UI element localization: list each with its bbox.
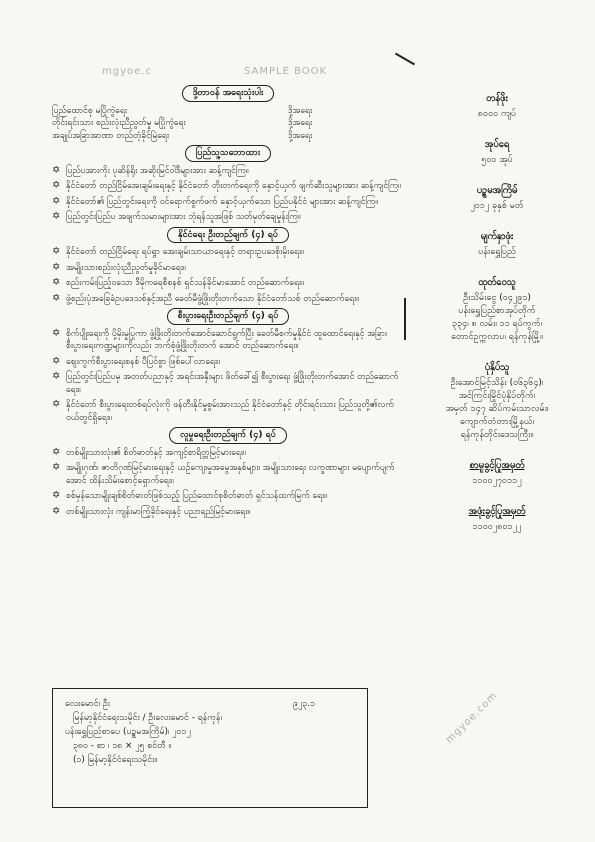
imprint-price xyxy=(408,92,586,121)
section-title-duties: ဒို့တာဝန် အရေးသုံးပါး xyxy=(182,85,275,102)
list-item xyxy=(52,165,404,178)
imprint-value: ရန်ကုန်တိုင်းဒေသကြီး။ xyxy=(460,430,534,440)
economic-list xyxy=(52,328,404,425)
imprint-label: ပဉ္စမအကြိမ် xyxy=(476,185,518,196)
catalog-subject: (၁) မြန်မာ့နိုင်ငံရေးသမိုင်း။ xyxy=(73,755,157,765)
imprint-value: ဦးအောင်မြင့်သိန်း (၀၆၃၆၄)၊ xyxy=(450,378,544,388)
star-bullet-icon: ✡ xyxy=(52,246,61,257)
list-item-text: နိုင်ငံတော် စီးပွားရေးတစ်ရပ်လုံးကို ဖန်တီးနိုင်မှုစွမ်းအားသည် နိုင်ငံတော်နှင့် တိုင်းရင်းသား ပြည်သူတို့၏လက်ဝယ်တွင်ရှိရေး။ xyxy=(66,400,394,423)
list-item-text: အမျိုးသားစည်းလုံးညီညွတ်မှုခိုင်မာရေး။ xyxy=(66,262,186,273)
imprint-value: ၅၀၀ အုပ် xyxy=(481,155,513,165)
list-item-text: ဖွဲ့စည်းပုံအခြေခံဥပဒေသစ်နှင့်အညီ ခေတ်မီဖွံ့ဖြိုးတိုးတက်သော နိုင်ငံတော်သစ် တည်ဆောက်ရေး။ xyxy=(66,293,359,304)
star-bullet-icon: ✡ xyxy=(52,180,61,191)
list-item xyxy=(52,356,404,369)
watermark-site-diagonal: mgyoe.com xyxy=(444,690,500,746)
imprint-label: တန်ဖိုး xyxy=(486,93,508,104)
catalog-publisher: ပန်းရွှေပြည်စာပေ (ပဉ္စမအကြိမ်)၊ ၂၀၁၂ xyxy=(65,727,191,737)
star-bullet-icon: ✡ xyxy=(52,490,61,501)
list-item-text: အမျိုးဂုဏ်၊ ဇာတိဂုဏ်မြင့်မားရေးနှင့် ယဉ်ကျေးမှုအမွေအနှစ်များ၊ အမျိုးသားရေး လက္ခဏာများ မပျောက်ပျက်အောင် ထိန်းသိမ်းစောင့်ရှောက်ရေး။ xyxy=(66,463,395,486)
cataloging-box xyxy=(52,688,368,808)
imprint-label: အဖုံးခွင့်ပြုအမှတ် xyxy=(468,506,526,517)
section-title-economic: စီးပွားရေးဦးတည်ချက် (၄) ရပ် xyxy=(167,308,290,325)
list-item xyxy=(52,180,404,193)
imprint-value: ၈၀၀၀ ကျပ် xyxy=(477,109,517,119)
people-list xyxy=(52,165,404,224)
list-item-text: ဈေးကွက်စီးပွားရေးစနစ် ပီပြင်စွာ ဖြစ်ပေါ်လာရေး။ xyxy=(66,356,220,367)
list-item-text: စိုက်ပျိုးရေးကို ပို့မိုးမှုပြုကာ ဖွံ့ဖြိုးတိုးတက်အောင်ဆောင်ရွက်ပြီး ခေတ်မီစက်မှုနိုင်ငံ ထူထောင်ရေးနှင့် အခြားစီးပွားရေးကဏ္ဍများကိုလည်း ဘက်စုံဖွံ့ဖြိုးတိုးတက် အောင် တည်ဆောက်ရေး။ xyxy=(66,328,388,351)
list-item-text: ပြည်ပအားကိုး ပုဆိန်ရိုး အဆိုးမြင်ဝါဒီများအား ဆန့်ကျင်ကြ။ xyxy=(66,165,249,176)
imprint-value: ပန်းရွှေပြည်စာအုပ်တိုက် xyxy=(458,306,536,316)
cause-slogan: ဒို့အရေး xyxy=(288,118,313,128)
list-item-text: နိုင်ငံတော် တည်ငြိမ်ရေး ရပ်ရွာ အေးချမ်းသာယာရေးနှင့် တရားဥပဒေစိုးမိုးရေး။ xyxy=(66,247,304,257)
cause-text: တိုင်းရင်းသား စည်းလုံးညီညွတ်မှု မပြိုကွဲရေး xyxy=(52,118,186,128)
imprint-copies xyxy=(408,138,586,167)
star-bullet-icon: ✡ xyxy=(52,446,61,458)
vertical-divider xyxy=(404,298,406,340)
star-bullet-icon: ✡ xyxy=(52,277,61,288)
list-item xyxy=(52,490,404,503)
star-bullet-icon: ✡ xyxy=(52,505,61,517)
star-bullet-icon: ✡ xyxy=(52,211,61,222)
section-title-political: နိုင်ငံရေး ဦးတည်ချက် (၄) ရပ် xyxy=(167,227,289,244)
star-bullet-icon: ✡ xyxy=(52,355,61,367)
imprint-printer xyxy=(408,361,586,442)
imprint-value: ၂၀၁၂ ခုနှစ် မတ် xyxy=(470,201,524,211)
imprint-value: ဦးသိမ်းငွေ (၀၄၂၉၁) xyxy=(463,293,531,303)
list-item xyxy=(52,196,404,209)
section-title-social: လူမှုရေးဦးတည်ချက် (၄) ရပ် xyxy=(169,427,287,444)
star-bullet-icon: ✡ xyxy=(52,164,61,176)
catalog-title: မြန်မာ့နိုင်ငံရေးသမိုင်း / ဦးလေးမောင် - ရန်ကုန်၊ xyxy=(73,713,222,723)
cause-row xyxy=(52,117,404,130)
list-item-text: စစ်မှန်သောမျိုးချစ်စိတ်ဓာတ်ဖြစ်သည့် ပြည်ထောင်စုစိတ်ဓာတ် ရှင်သန်ထက်မြက် ရေး။ xyxy=(66,491,327,501)
cause-row xyxy=(52,105,404,118)
list-item-text: တစ်မျိုးသားလုံး၏ စိတ်ဓာတ်နှင့် အကျင့်စာရိတ္တမြင့်မားရေး။ xyxy=(66,447,246,458)
star-bullet-icon: ✡ xyxy=(52,261,61,273)
cause-text: ပြည်ထောင်စု မပြိုကွဲရေး xyxy=(52,105,127,116)
pen-mark xyxy=(395,53,415,66)
cause-slogan: ဒို့အရေး xyxy=(288,130,313,141)
star-bullet-icon: ✡ xyxy=(52,371,61,382)
list-item-text: နိုင်ငံတော် တည်ငြိမ်အေးချမ်းရေးနှင့် နိုင်ငံတော် တိုးတက်ရေးကို နှောင့်ယှက် ဖျက်ဆီးသူများအား ဆန့်ကျင်ကြ။ xyxy=(66,181,401,191)
list-item xyxy=(52,246,404,259)
slogans-column xyxy=(52,82,404,521)
star-bullet-icon: ✡ xyxy=(52,195,61,207)
list-item xyxy=(52,371,404,396)
imprint-value: ၁၁၀၀၂၇၀၁၁၂ xyxy=(472,476,522,486)
imprint-edition xyxy=(408,184,586,213)
star-bullet-icon: ✡ xyxy=(52,292,61,304)
list-item xyxy=(52,399,404,424)
catalog-physical: ၃၈၀ - စာ ၊ ၁၈ × ၂၅ စင်တီ ။ xyxy=(73,741,172,751)
imprint-value: ၃၃၄၊ ၈ လမ်း၊ ၁၁ ရပ်ကွက်၊ xyxy=(452,319,542,329)
national-causes-list xyxy=(52,105,404,143)
imprint-value: ၁၁၀၀၂၈၀၁၂၂ xyxy=(472,522,522,532)
list-item xyxy=(52,447,404,460)
imprint-manuscript-permit xyxy=(408,459,586,488)
list-item xyxy=(52,293,404,306)
watermark-site: mgyoe.c xyxy=(102,66,152,77)
list-item-text: နိုင်ငံတော်၏ ပြည်တွင်းရေးကို ဝင်ရောက်စွက်ဖက် နှောင့်ယှက်သော ပြည်ပနိုင်ငံ များအား ဆန့်ကျင်ကြ။ xyxy=(66,196,378,207)
imprint-label: ပုံနှိပ်သူ xyxy=(484,362,510,373)
imprint-value: အမှတ် ၁၄၇ ဆိပ်ကမ်းသာလမ်း၊ xyxy=(445,404,549,414)
catalog-code: ၉၂၃.၁ xyxy=(293,699,315,709)
list-item xyxy=(52,211,404,224)
list-item-text: စည်းကမ်းပြည့်ဝသော ဒီမိုကရေစီစနစ် ရှင်သန်ခိုင်မာအောင် တည်ဆောက်ရေး။ xyxy=(66,278,304,288)
watermark-sample: SAMPLE BOOK xyxy=(244,66,328,77)
imprint-cover xyxy=(408,230,586,259)
imprint-publisher xyxy=(408,276,586,344)
catalog-header xyxy=(65,697,355,711)
star-bullet-icon: ✡ xyxy=(52,327,61,339)
section-title-people: ပြည်သူ့သဘောထား xyxy=(185,145,271,162)
star-bullet-icon: ✡ xyxy=(52,399,61,410)
political-list xyxy=(52,246,404,305)
list-item-text: ပြည်တွင်းပြည်ပ အဖျက်သမားများအား ဘုံရန်သူအဖြစ် သတ်မှတ်ချေမှုန်းကြ။ xyxy=(66,212,301,222)
list-item xyxy=(52,506,404,519)
list-item-text: တစ်မျိုးသားလုံး ကျန်းမာကြံ့ခိုင်ရေးနှင့် ပညာရည်မြင့်မားရေး။ xyxy=(66,506,251,517)
imprint-cover-permit xyxy=(408,505,586,534)
list-item xyxy=(52,277,404,290)
cause-row xyxy=(52,130,404,143)
imprint-label: အုပ်ရေ xyxy=(484,139,510,150)
catalog-author: လေးမောင်၊ ဦး xyxy=(65,699,110,709)
imprint-column xyxy=(408,92,586,551)
imprint-value: အင်ကြင်းမြိုင်ပုံနှိပ်တိုက်၊ xyxy=(458,391,536,401)
cause-slogan: ဒို့အရေး xyxy=(288,105,313,116)
list-item xyxy=(52,462,404,487)
list-item xyxy=(52,328,404,353)
imprint-value: ပန်းရွှေပြည် xyxy=(478,247,516,257)
social-list xyxy=(52,447,404,519)
list-item-text: ပြည်တွင်းပြည်ပမှ အတတ်ပညာနှင့် အရင်းအနှီးများ ဖိတ်ခေါ်၍ စီးပွားရေး ဖွံ့ဖြိုးတိုးတက်အောင် တည်ဆောက်ရေး။ xyxy=(66,372,399,395)
list-item xyxy=(52,262,404,275)
imprint-label: မျက်နှာဖုံး xyxy=(480,231,514,242)
star-bullet-icon: ✡ xyxy=(52,462,61,473)
imprint-value: ကျောက်တံတားမြို့နယ်၊ xyxy=(460,417,534,427)
imprint-label: ထုတ်ဝေသူ xyxy=(478,277,516,288)
cause-text: အချုပ်အခြာအာဏာ တည်တံ့ခိုင်မြဲရေး xyxy=(52,130,170,141)
imprint-label: စာမူခွင့်ပြုအမှတ် xyxy=(469,460,525,471)
imprint-value: တောင်ဥက္ကလာပ၊ ရန်ကုန်မြို့။ xyxy=(451,332,543,342)
